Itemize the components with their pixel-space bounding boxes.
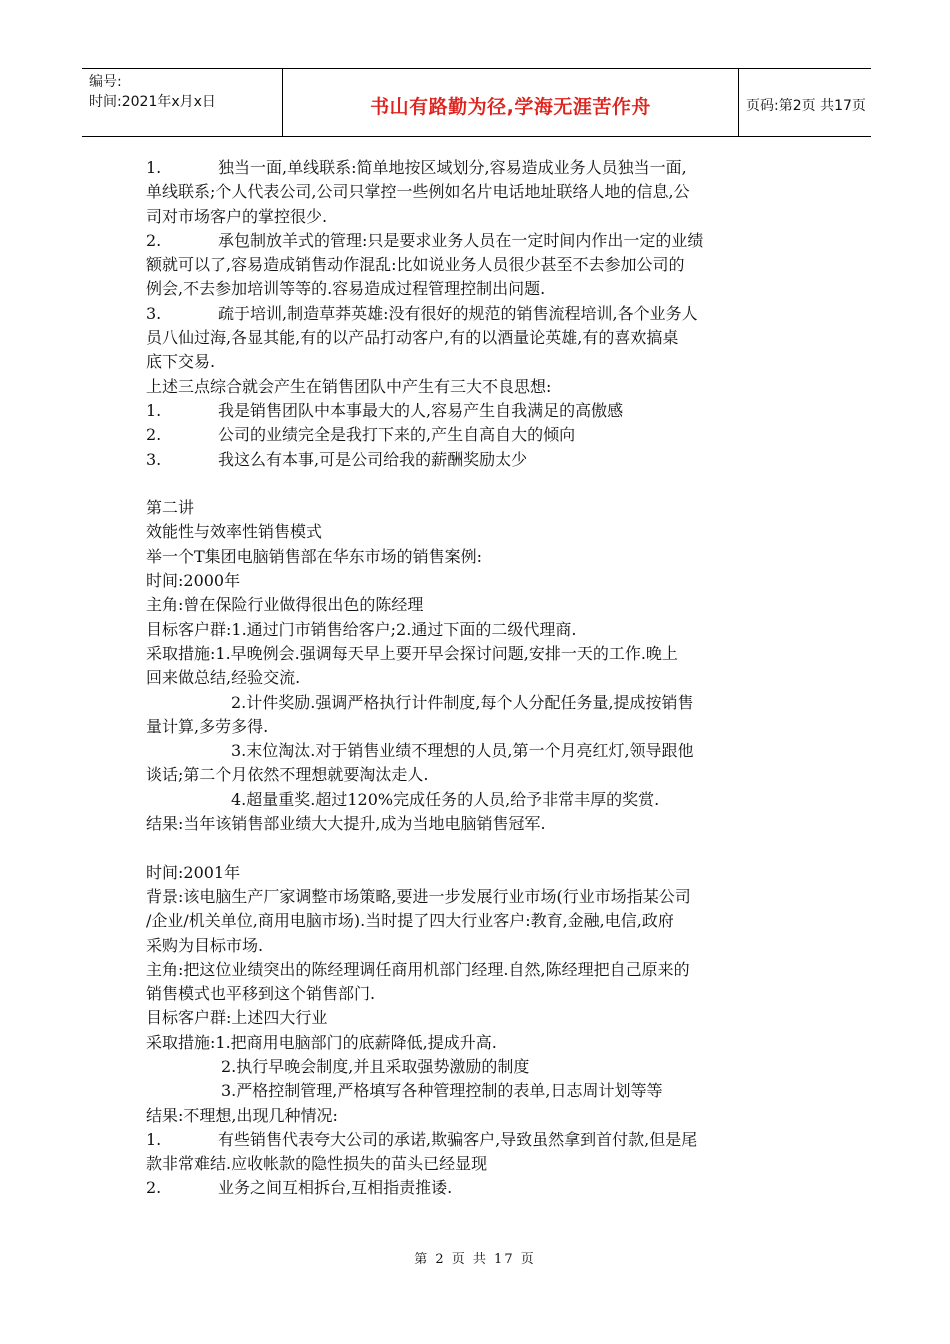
line-text: 回来做总结,经验交流. bbox=[146, 668, 301, 688]
line-text: /企业/机关单位,商用电脑市场).当时提了四大行业客户:教育,金融,电信,政府 bbox=[146, 911, 674, 931]
line-text: 我是销售团队中本事最大的人,容易产生自我满足的高傲感 bbox=[218, 400, 624, 420]
line-text: 目标客户群:1.通过门市销售给客户;2.通过下面的二级代理商. bbox=[146, 619, 577, 639]
text-line bbox=[146, 715, 806, 739]
line-text: 结果:不理想,出现几种情况: bbox=[146, 1105, 338, 1125]
line-text: 2.计件奖励.强调严格执行计件制度,每个人分配任务量,提成按销售 bbox=[231, 692, 694, 712]
line-text: 2.执行早晚会制度,并且采取强势激励的制度 bbox=[221, 1056, 530, 1076]
list-number: 3. bbox=[146, 449, 162, 469]
list-number: 1. bbox=[146, 400, 162, 420]
text-line bbox=[146, 375, 806, 399]
text-line bbox=[146, 1176, 806, 1200]
line-text: 结果:当年该销售部业绩大大提升,成为当地电脑销售冠军. bbox=[146, 814, 546, 834]
text-line bbox=[146, 423, 806, 447]
line-text: 例会,不去参加培训等等的.容易造成过程管理控制出问题. bbox=[146, 279, 546, 299]
header-info-cell bbox=[82, 69, 283, 136]
list-number: 3. bbox=[146, 303, 162, 323]
text-line bbox=[146, 1006, 806, 1030]
line-text: 效能性与效率性销售模式 bbox=[146, 522, 323, 542]
text-line bbox=[146, 788, 806, 812]
text-line bbox=[146, 496, 806, 520]
line-text: 主角:曾在保险行业做得很出色的陈经理 bbox=[146, 595, 424, 615]
text-line bbox=[146, 205, 806, 229]
text-line bbox=[146, 982, 806, 1006]
blank-line bbox=[146, 836, 806, 860]
text-line bbox=[146, 350, 806, 374]
line-text: 谈话;第二个月依然不理想就要淘汰走人. bbox=[146, 765, 429, 785]
text-line bbox=[146, 1031, 806, 1055]
list-number: 1. bbox=[146, 1129, 162, 1149]
list-number: 2. bbox=[146, 425, 162, 445]
text-line bbox=[146, 229, 806, 253]
line-text: 承包制放羊式的管理:只是要求业务人员在一定时间内作出一定的业绩 bbox=[218, 230, 704, 250]
text-line bbox=[146, 958, 806, 982]
line-text: 3.末位淘汰.对于销售业绩不理想的人员,第一个月亮红灯,领导跟他 bbox=[231, 741, 694, 761]
text-line bbox=[146, 448, 806, 472]
list-number: 1. bbox=[146, 158, 162, 177]
line-text: 采取措施:1.把商用电脑部门的底薪降低,提成升高. bbox=[146, 1032, 497, 1052]
list-number: 2. bbox=[146, 230, 162, 250]
line-text: 员八仙过海,各显其能,有的以产品打动客户,有的以酒量论英雄,有的喜欢搞桌 bbox=[146, 328, 679, 348]
line-text: 时间:2001年 bbox=[146, 862, 241, 882]
text-line bbox=[146, 861, 806, 885]
line-text: 采取措施:1.早晚例会.强调每天早上要开早会探讨问题,安排一天的工作.晚上 bbox=[146, 643, 678, 663]
text-line bbox=[146, 277, 806, 301]
text-line bbox=[146, 302, 806, 326]
line-text: 销售模式也平移到这个销售部门. bbox=[146, 984, 376, 1004]
text-line bbox=[146, 180, 806, 204]
text-line bbox=[146, 520, 806, 544]
line-text: 底下交易. bbox=[146, 352, 216, 372]
line-text: 单线联系;个人代表公司,公司只掌控一些例如名片电话地址联络人地的信息,公 bbox=[146, 182, 690, 202]
line-text: 款非常难结.应收帐款的隐性损失的苗头已经显现 bbox=[146, 1154, 488, 1174]
header-motto-cell bbox=[283, 69, 739, 136]
doc-time-label: 时间:2021年x月x日 bbox=[89, 94, 216, 110]
text-line bbox=[146, 1104, 806, 1128]
line-text: 业务之间互相拆台,互相指责推诿. bbox=[218, 1178, 453, 1198]
text-line bbox=[146, 326, 806, 350]
line-text: 目标客户群:上述四大行业 bbox=[146, 1008, 328, 1028]
text-line bbox=[146, 666, 806, 690]
text-line bbox=[146, 934, 806, 958]
text-line bbox=[146, 909, 806, 933]
text-line bbox=[146, 763, 806, 787]
line-text: 量计算,多劳多得. bbox=[146, 716, 269, 736]
header-page-info: 页码:第2页 共17页 bbox=[746, 98, 866, 114]
doc-code-label: 编号: bbox=[89, 74, 122, 90]
line-text: 独当一面,单线联系:简单地按区域划分,容易造成业务人员独当一面, bbox=[218, 158, 687, 177]
text-line bbox=[146, 1152, 806, 1176]
line-text: 时间:2000年 bbox=[146, 571, 241, 591]
header-page-cell bbox=[739, 69, 871, 136]
line-text: 4.超量重奖.超过120%完成任务的人员,给予非常丰厚的奖赏. bbox=[231, 789, 660, 809]
text-line bbox=[146, 1079, 806, 1103]
line-text: 我这么有本事,可是公司给我的薪酬奖励太少 bbox=[218, 449, 528, 469]
text-line bbox=[146, 812, 806, 836]
header-table bbox=[82, 68, 871, 137]
text-line bbox=[146, 545, 806, 569]
text-line bbox=[146, 642, 806, 666]
text-line bbox=[146, 691, 806, 715]
list-number: 2. bbox=[146, 1178, 162, 1198]
line-text: 公司的业绩完全是我打下来的,产生自高自大的倾向 bbox=[218, 425, 576, 445]
line-text: 背景:该电脑生产厂家调整市场策略,要进一步发展行业市场(行业市场指某公司 bbox=[146, 886, 691, 906]
text-line bbox=[146, 253, 806, 277]
line-text: 采购为目标市场. bbox=[146, 935, 264, 955]
line-text: 额就可以了,容易造成销售动作混乱:比如说业务人员很少甚至不去参加公司的 bbox=[146, 255, 685, 275]
text-line bbox=[146, 618, 806, 642]
line-text: 主角:把这位业绩突出的陈经理调任商用机部门经理.自然,陈经理把自己原来的 bbox=[146, 959, 690, 979]
text-line bbox=[146, 156, 806, 180]
document-body bbox=[146, 156, 806, 1201]
header-motto: 书山有路勤为径,学海无涯苦作舟 bbox=[370, 96, 651, 118]
text-line bbox=[146, 885, 806, 909]
line-text: 司对市场客户的掌控很少. bbox=[146, 206, 328, 226]
line-text: 上述三点综合就会产生在销售团队中产生有三大不良思想: bbox=[146, 376, 552, 396]
text-line bbox=[146, 593, 806, 617]
text-line bbox=[146, 399, 806, 423]
text-line bbox=[146, 739, 806, 763]
text-line bbox=[146, 1128, 806, 1152]
page-footer: 第 2 页 共 17 页 bbox=[414, 1252, 536, 1267]
line-text: 有些销售代表夸大公司的承诺,欺骗客户,导致虽然拿到首付款,但是尾 bbox=[218, 1129, 698, 1149]
line-text: 疏于培训,制造草莽英雄:没有很好的规范的销售流程培训,各个业务人 bbox=[218, 303, 698, 323]
line-text: 3.严格控制管理,严格填写各种管理控制的表单,日志周计划等等 bbox=[221, 1081, 663, 1101]
line-text: 第二讲 bbox=[146, 498, 195, 518]
text-line bbox=[146, 569, 806, 593]
blank-line bbox=[146, 472, 806, 496]
line-text: 举一个T集团电脑销售部在华东市场的销售案例: bbox=[146, 546, 483, 566]
text-line bbox=[146, 1055, 806, 1079]
